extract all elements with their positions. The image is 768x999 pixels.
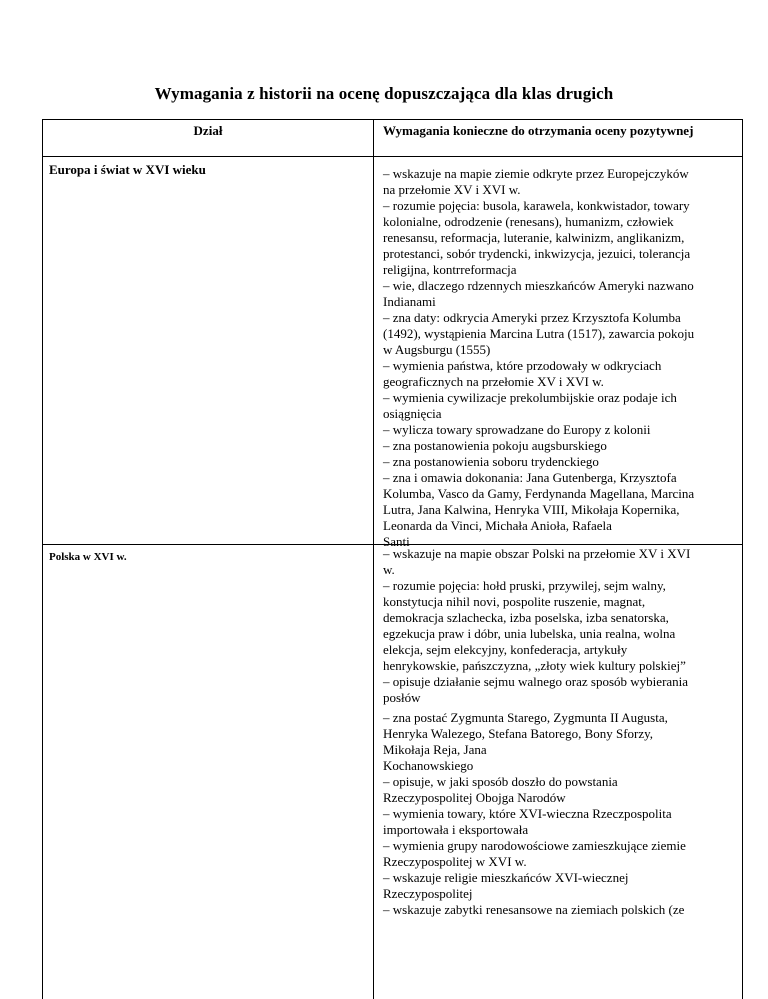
requirement-line: na przełomie XV i XVI w.	[383, 182, 521, 197]
requirement-line: – rozumie pojęcia: hołd pruski, przywilej, sejm walny,	[383, 578, 666, 593]
section-polska-requirements-a	[383, 546, 735, 706]
section-polska-label: Polska w XVI w.	[49, 551, 127, 563]
row-divider	[43, 544, 742, 545]
requirement-line: demokracja szlachecka, izba poselska, izba senatorska,	[383, 610, 669, 625]
requirement-line: Kolumba, Vasco da Gamy, Ferdynanda Magellana, Marcina	[383, 486, 695, 501]
requirement-line: Rzeczypospolitej	[383, 886, 473, 901]
header-dzial: Dział	[193, 123, 223, 138]
requirement-line: – wymienia państwa, które przodowały w odkryciach	[383, 358, 662, 373]
requirement-line: kolonialne, odrodzenie (renesans), humanizm, człowiek	[383, 214, 674, 229]
requirement-line: Leonarda da Vinci, Michała Anioła, Rafaela	[383, 518, 612, 533]
requirement-line: Kochanowskiego	[383, 758, 474, 773]
requirement-line: konstytucja nihil novi, pospolite ruszenie, magnat,	[383, 594, 646, 609]
header-wymagania: Wymagania konieczne do otrzymania oceny pozytywnej	[383, 123, 694, 138]
requirement-line: – wylicza towary sprowadzane do Europy z kolonii	[383, 422, 651, 437]
requirement-line: – wymienia towary, które XVI-wieczna Rzeczpospolita	[383, 806, 672, 821]
requirement-line: Indianami	[383, 294, 436, 309]
requirement-line: Henryka Walezego, Stefana Batorego, Bony Sforzy,	[383, 726, 654, 741]
requirement-line: – wskazuje na mapie obszar Polski na przełomie XV i XVI	[383, 546, 691, 561]
requirement-line: – wymienia grupy narodowościowe zamieszkujące ziemie	[383, 838, 686, 853]
section-polska-requirements-b	[383, 710, 735, 918]
requirement-line: – wie, dlaczego rdzennych mieszkańców Ameryki nazwano	[383, 278, 694, 293]
requirement-line: w.	[383, 562, 395, 577]
requirement-line: – wskazuje na mapie ziemie odkryte przez Europejczyków	[383, 166, 689, 181]
requirement-line: religijna, kontrreformacja	[383, 262, 517, 277]
requirement-line: Mikołaja Reja, Jana	[383, 742, 487, 757]
requirement-line: elekcja, sejm elekcyjny, konfederacja, artykuły	[383, 642, 628, 657]
requirement-line: Santi	[383, 534, 410, 549]
header-divider	[43, 156, 742, 157]
requirement-line: – zna postanowienia pokoju augsburskiego	[383, 438, 607, 453]
requirement-line: (1492), wystąpienia Marcina Lutra (1517), zawarcia pokoju	[383, 326, 695, 341]
requirement-line: – zna postać Zygmunta Starego, Zygmunta II Augusta,	[383, 710, 668, 725]
requirement-line: protestanci, sobór trydencki, inkwizycja, jezuici, tolerancja	[383, 246, 691, 261]
column-divider	[373, 120, 374, 999]
requirement-line: henrykowskie, pańszczyzna, „złoty wiek kultury polskiej”	[383, 658, 686, 673]
requirement-line: – wskazuje religie mieszkańców XVI-wiecznej	[383, 870, 629, 885]
requirement-line: – zna daty: odkrycia Ameryki przez Krzysztofa Kolumba	[383, 310, 681, 325]
requirement-line: posłów	[383, 690, 421, 705]
requirement-line: importowała i eksportowała	[383, 822, 529, 837]
requirement-line: – opisuje, w jaki sposób doszło do powstania	[383, 774, 618, 789]
section-europa-label: Europa i świat w XVI wieku	[49, 162, 206, 177]
document-title: Wymagania z historii na ocenę dopuszczająca dla klas drugich	[154, 84, 614, 103]
requirement-line: – wymienia cywilizacje prekolumbijskie oraz podaje ich	[383, 390, 677, 405]
requirement-line: Rzeczypospolitej Obojga Narodów	[383, 790, 566, 805]
section-europa-requirements	[383, 166, 735, 550]
requirement-line: Rzeczypospolitej w XVI w.	[383, 854, 527, 869]
requirement-line: egzekucja praw i dóbr, unia lubelska, unia realna, wolna	[383, 626, 676, 641]
requirement-line: geograficznych na przełomie XV i XVI w.	[383, 374, 604, 389]
requirement-line: – opisuje działanie sejmu walnego oraz sposób wybierania	[383, 674, 689, 689]
requirements-table	[42, 119, 743, 999]
requirement-line: w Augsburgu (1555)	[383, 342, 491, 357]
requirement-line: – wskazuje zabytki renesansowe na ziemiach polskich (ze	[383, 902, 685, 917]
requirement-line: Lutra, Jana Kalwina, Henryka VIII, Mikołaja Kopernika,	[383, 502, 680, 517]
requirement-line: – zna i omawia dokonania: Jana Gutenberga, Krzysztofa	[383, 470, 677, 485]
requirement-line: osiągnięcia	[383, 406, 442, 421]
requirement-line: – zna postanowienia soboru trydenckiego	[383, 454, 599, 469]
requirement-line: – rozumie pojęcia: busola, karawela, konkwistador, towary	[383, 198, 690, 213]
requirement-line: renesansu, reformacja, luteranie, kalwinizm, anglikanizm,	[383, 230, 685, 245]
